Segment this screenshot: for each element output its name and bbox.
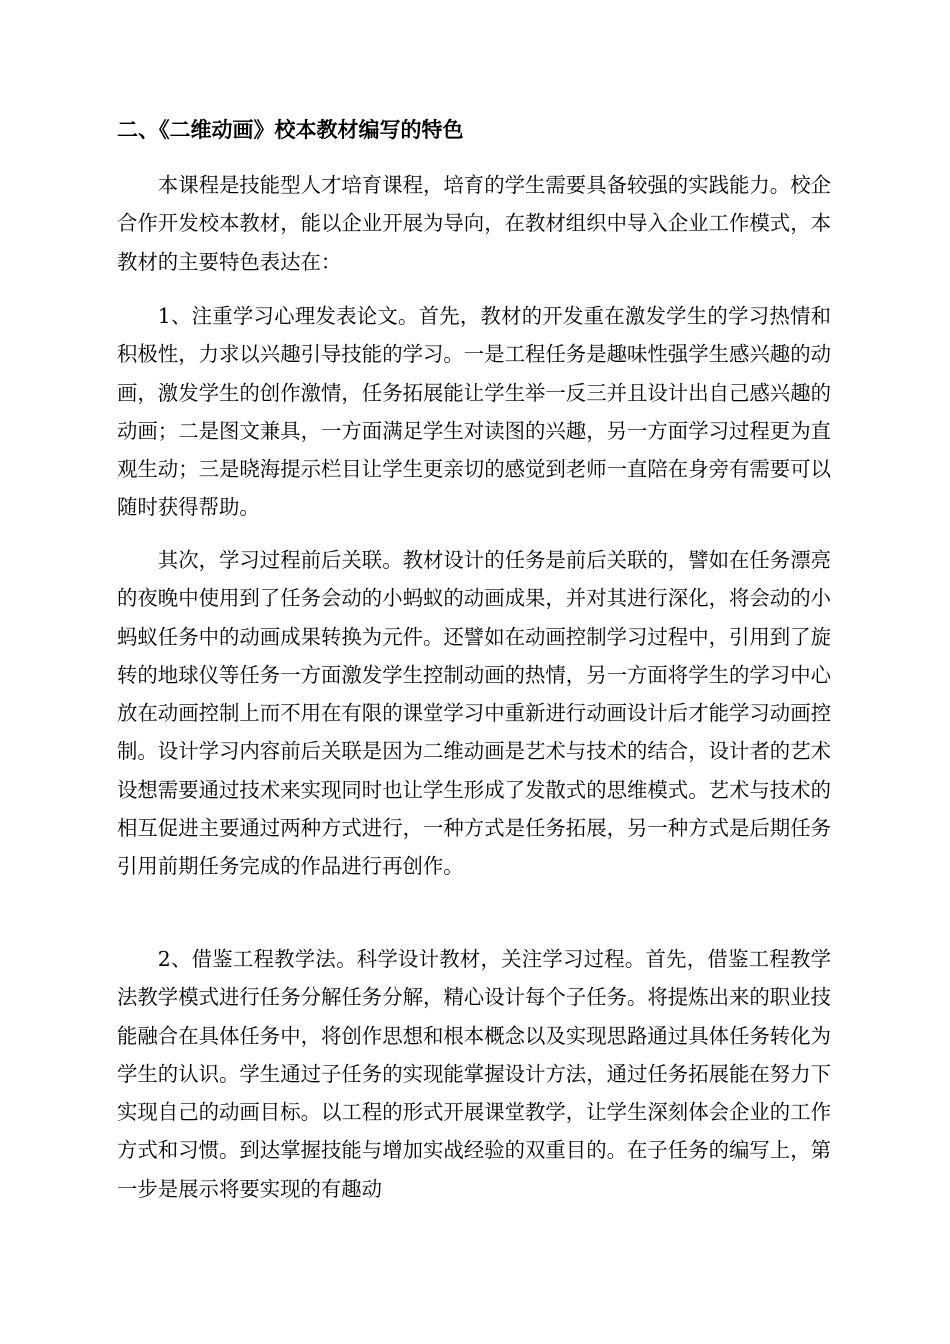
- paragraph-point-1: 1、注重学习心理发表论文。首先，教材的开发重在激发学生的学习热情和积极性，力求以兴趣引导技能的学习。一是工程任务是趣味性强学生感兴趣的动画，激发学生的创作激情，任务拓展能让学生举一反三并且设计出自己感兴趣的动画；二是图文兼具，一方面满足学生对读图的兴趣，另一方面学习过程更为直观生动；三是晓海提示栏目让学生更亲切的感觉到老师一直陪在身旁有需要可以随时获得帮助。: [117, 304, 831, 520]
- paragraph-secondly: 其次，学习过程前后关联。教材设计的任务是前后关联的，譬如在任务漂亮的夜晚中使用到了任务会动的小蚂蚁的动画成果，并对其进行深化，将会动的小蚂蚁任务中的动画成果转换为元件。还譬如在动画控制学习过程中，引用到了旋转的地球仪等任务一方面激发学生控制动画的热情，另一方面将学生的学习中心放在动画控制上而不用在有限的课堂学习中重新进行动画设计后才能学习动画控制。设计学习内容前后关联是因为二维动画是艺术与技术的结合，设计者的艺术设想需要通过技术来实现同时也让学生形成了发散式的思维模式。艺术与技术的相互促进主要通过两种方式进行，一种方式是任务拓展，另一种方式是后期任务引用前期任务完成的作品进行再创作。: [117, 548, 831, 879]
- section-heading: 二、《二维动画》校本教材编写的特色: [117, 118, 464, 142]
- paragraph-point-2: 2、借鉴工程教学法。科学设计教材，关注学习过程。首先，借鉴工程教学法教学模式进行任务分解任务分解，精心设计每个子任务。将提炼出来的职业技能融合在具体任务中，将创作思想和根本概念以及实现思路通过具体任务转化为学生的认识。学生通过子任务的实现能掌握设计方法，通过任务拓展能在努力下实现自己的动画目标。以工程的形式开展课堂教学，让学生深刻体会企业的工作方式和习惯。到达掌握技能与增加实战经验的双重目的。在子任务的编写上，第一步是展示将要实现的有趣动: [117, 947, 831, 1201]
- paragraph-intro: 本课程是技能型人才培育课程，培育的学生需要具备较强的实践能力。校企合作开发校本教材，能以企业开展为导向，在教材组织中导入企业工作模式，本教材的主要特色表达在：: [117, 173, 831, 274]
